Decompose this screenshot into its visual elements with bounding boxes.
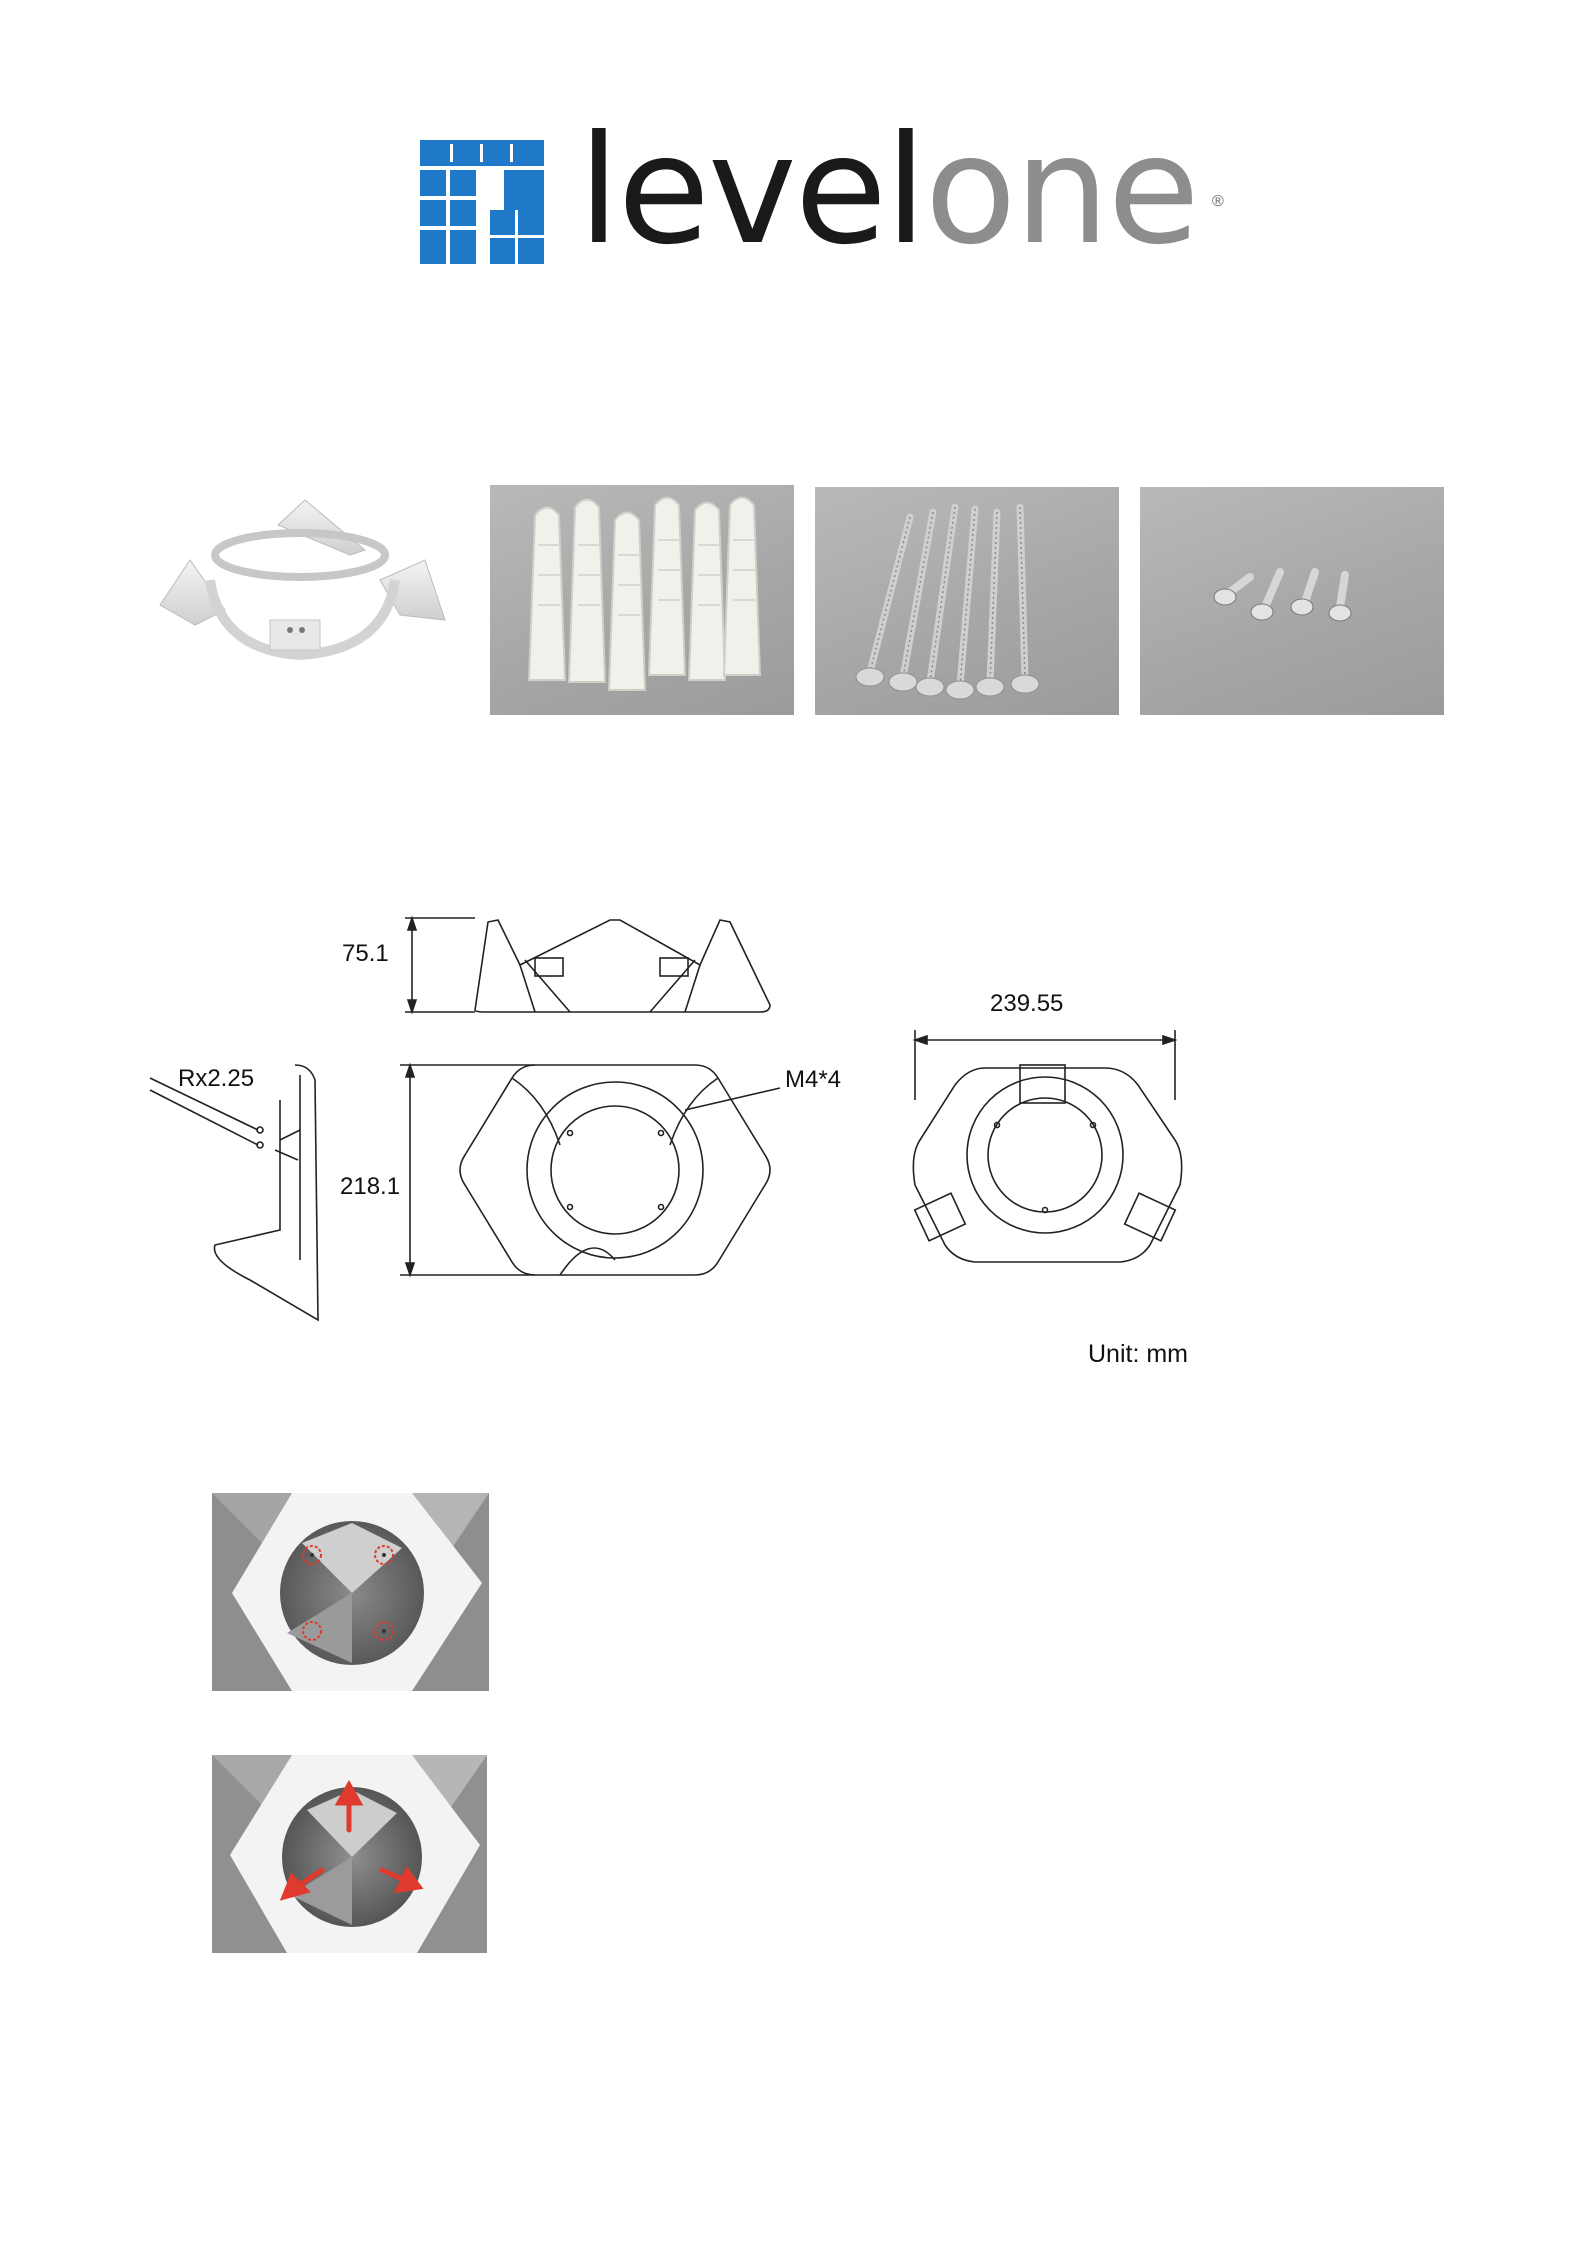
logo-text-one: one <box>924 104 1198 278</box>
plastic-anchors-photo <box>490 485 794 715</box>
step-arrows-photo <box>212 1755 487 1953</box>
screw-size-label: M4*4 <box>785 1066 842 1093</box>
width-dimension-label: 239.55 <box>990 990 1064 1017</box>
unit-label: Unit: mm <box>1088 1340 1188 1368</box>
short-screws-illustration <box>1140 487 1444 715</box>
anchors-illustration <box>490 485 794 715</box>
step-screw-holes-photo <box>212 1493 489 1691</box>
logo-text-level: level <box>578 104 925 278</box>
bracket-illustration <box>150 495 450 670</box>
levelone-logo <box>420 104 1240 278</box>
registered-mark: ® <box>1212 193 1224 210</box>
long-screws-photo <box>815 487 1119 715</box>
height-dimension-label: 75.1 <box>342 940 389 967</box>
long-screws-illustration <box>815 487 1119 715</box>
logo-wordmark <box>578 104 1198 278</box>
screw-holes-illustration <box>212 1493 489 1691</box>
depth-dimension-label: 218.1 <box>340 1173 401 1200</box>
radius-dimension-label: Rx2.25 <box>178 1065 255 1092</box>
arrows-illustration <box>212 1755 487 1953</box>
dimension-drawing <box>140 900 1240 1340</box>
levelone-mark-icon <box>420 140 544 264</box>
short-screws-photo <box>1140 487 1444 715</box>
mount-bracket-photo <box>150 495 450 670</box>
